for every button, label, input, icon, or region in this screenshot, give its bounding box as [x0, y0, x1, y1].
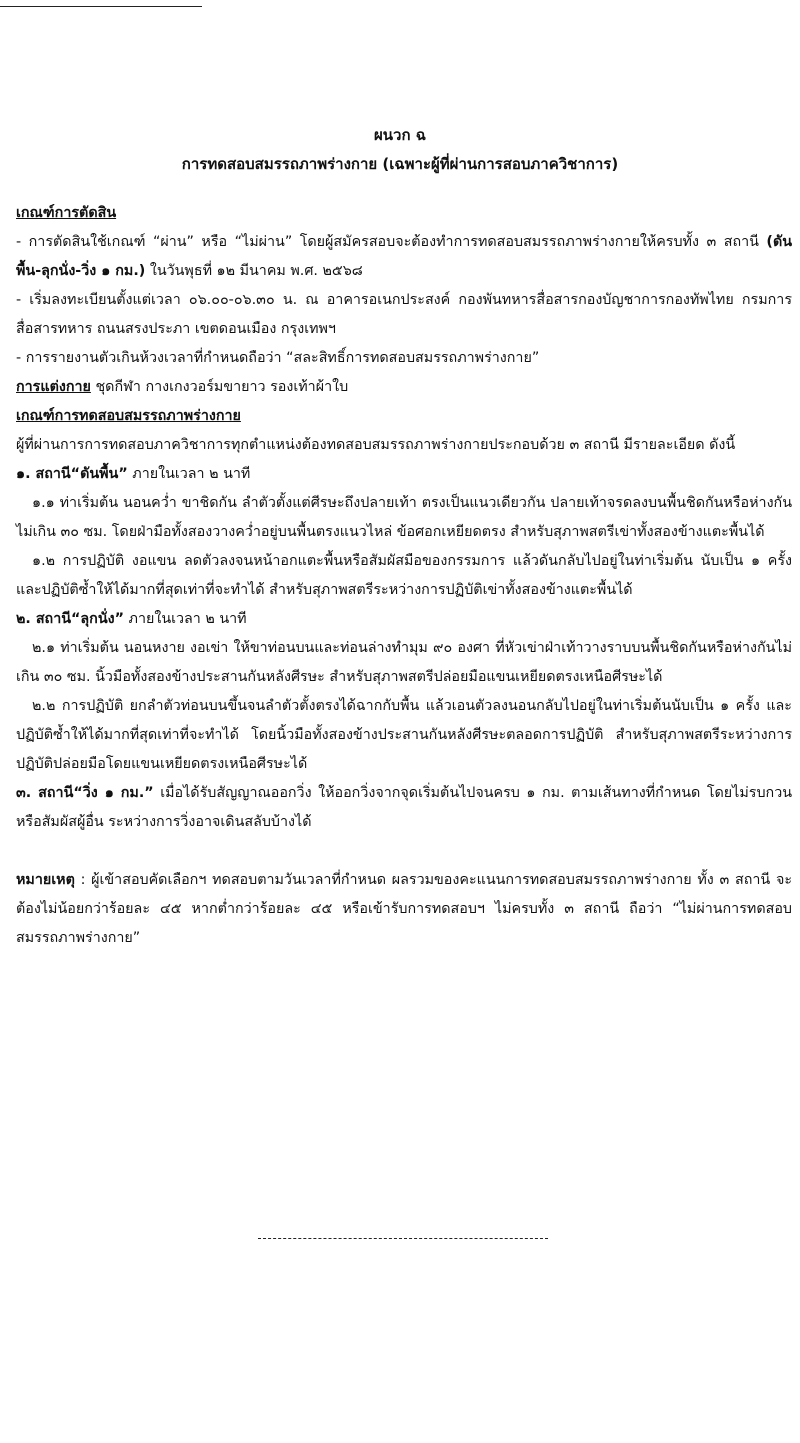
test-criteria-intro: ผู้ที่ผ่านการการทดสอบภาควิชาการทุกตำแหน่งต้องทดสอบสมรรถภาพร่างกายประกอบด้วย ๓ สถานี มีรายละเอียด ดังนี้: [16, 437, 736, 453]
station-3-title: ๓. สถานี“วิ่ง ๑ กม.”: [16, 785, 154, 801]
dress-code: [16, 373, 792, 402]
criteria-item-1-text-a: - การตัดสินใช้เกณฑ์ “ผ่าน” หรือ “ไม่ผ่าน” โดยผู้สมัครสอบจะต้องทำการทดสอบสมรรถภาพร่างกายให้ครบทั้ง ๓ สถานี: [16, 234, 767, 250]
dress-code-text: ชุดกีฬา กางเกงวอร์มขายาว รองเท้าผ้าใบ: [90, 379, 349, 395]
criteria-item-1-text-c: ในวันพุธที่ ๑๒ มีนาคม พ.ศ. ๒๕๖๘: [145, 263, 363, 279]
note-text: : ผู้เข้าสอบคัดเลือกฯ ทดสอบตามวันเวลาที่กำหนด ผลรวมของคะแนนการทดสอบสมรรถภาพร่างกาย ทั้ง ๓ สถานี จะต้องไม่น้อยกว่าร้อยละ ๔๕ หากต่ำกว่าร้อยละ ๔๕ หรือเข้ารับการทดสอบฯ ไม่ครบทั้ง ๓ สถานี ถือว่า “ไม่ผ่านการทดสอบสมรรถภาพร่างกาย”: [16, 872, 792, 946]
criteria-item-1: [16, 228, 792, 286]
station-2-title: ๒. สถานี“ลุกนั่ง”: [16, 611, 124, 627]
spacer: [16, 837, 792, 866]
station-2-item-1: ๒.๑ ท่าเริ่มต้น นอนหงาย งอเข่า ให้ขาท่อนบนและท่อนล่างทำมุม ๙๐ องศา ที่หัวเข่าฝ่าเท้าวางราบบนพื้นชิดกันหรือห่างกันไม่เกิน ๓๐ ซม. นิ้วมือทั้งสองข้างประสานกันหลังศีรษะ สำหรับสุภาพสตรีปล่อยมือแขนเหยียดตรงเหนือศีรษะได้: [16, 640, 792, 685]
station-2-time: ภายในเวลา ๒ นาที: [123, 611, 247, 627]
station-1-time: ภายในเวลา ๒ นาที: [127, 466, 251, 482]
station-1-heading: [16, 460, 792, 489]
station-2-item-2: ๒.๒ การปฏิบัติ ยกลำตัวท่อนบนขึ้นจนลำตัวตั้งตรงได้ฉากกับพื้น แล้วเอนตัวลงนอนกลับไปอยู่ในท่าเริ่มต้นนับเป็น ๑ ครั้ง และปฏิบัติซ้ำให้ได้มากที่สุดเท่าที่จะทำได้ โดยนิ้วมือทั้งสองข้างประสานกันหลังศีรษะตลอดการปฏิบัติ สำหรับสุภาพสตรีระหว่างการปฏิบัติปล่อยมือโดยแขนเหยียดตรงเหนือศีรษะได้: [16, 698, 792, 772]
station-2-heading: [16, 605, 792, 634]
title-block: [0, 121, 800, 179]
dress-code-label: การแต่งกาย: [16, 379, 91, 395]
test-criteria-heading: เกณฑ์การทดสอบสมรรถภาพร่างกาย: [16, 408, 241, 424]
station-3-paragraph: [16, 779, 792, 837]
station-1-title: ๑. สถานี“ดันพื้น”: [16, 466, 128, 482]
station-3-text: เมื่อได้รับสัญญาณออกวิ่ง ให้ออกวิ่งจากจุดเริ่มต้นไปจนครบ ๑ กม. ตามเส้นทางที่กำหนด โดยไม่รบกวนหรือสัมผัสผู้อื่น ระหว่างการวิ่งอาจเดินสลับบ้างได้: [16, 785, 792, 830]
document-title: การทดสอบสมรรถภาพร่างกาย (เฉพาะผู้ที่ผ่านการสอบภาควิชาการ): [181, 155, 619, 173]
document-body: [16, 199, 792, 953]
station-1-item-1: ๑.๑ ท่าเริ่มต้น นอนคว่ำ ขาชิดกัน ลำตัวตั้งแต่ศีรษะถึงปลายเท้า ตรงเป็นแนวเดียวกัน ปลายเท้าจรดลงบนพื้นชิดกันหรือห่างกันไม่เกิน ๓๐ ซม. โดยฝ่ามือทั้งสองวางคว่ำอยู่บนพื้นตรงแนวไหล่ ข้อศอกเหยียดตรง สำหรับสุภาพสตรีเข่าทั้งสองข้างแตะพื้นได้: [16, 495, 792, 540]
criteria-item-1-stations: (ดันพื้น-ลุกนั่ง-วิ่ง ๑ กม.): [16, 234, 792, 279]
note-paragraph: [16, 866, 792, 953]
note-label: หมายเหตุ: [16, 872, 75, 888]
top-divider: [0, 6, 202, 7]
station-1-item-2: ๑.๒ การปฏิบัติ งอแขน ลดตัวลงจนหน้าอกแตะพื้นหรือสัมผัสมือของกรรมการ แล้วดันกลับไปอยู่ในท่าเริ่มต้น นับเป็น ๑ ครั้ง และปฏิบัติซ้ำให้ได้มากที่สุดเท่าที่จะทำได้ สำหรับสุภาพสตรีระหว่างการปฏิบัติเข่าทั้งสองข้างแตะพื้นได้: [16, 553, 792, 598]
annex-title: ผนวก ฉ: [374, 126, 426, 144]
criteria-heading: เกณฑ์การตัดสิน: [16, 205, 117, 221]
criteria-item-2: - เริ่มลงทะเบียนตั้งแต่เวลา ๐๖.๐๐-๐๖.๓๐ น. ณ อาคารอเนกประสงค์ กองพันทหารสื่อสารกองบัญชาการกองทัพไทย กรมการสื่อสารทหาร ถนนสรงประภา เขตดอนเมือง กรุงเทพฯ: [16, 292, 792, 337]
criteria-item-3: - การรายงานตัวเกินห้วงเวลาที่กำหนดถือว่า “สละสิทธิ์การทดสอบสมรรถภาพร่างกาย”: [16, 350, 540, 366]
end-divider: [258, 1238, 548, 1239]
